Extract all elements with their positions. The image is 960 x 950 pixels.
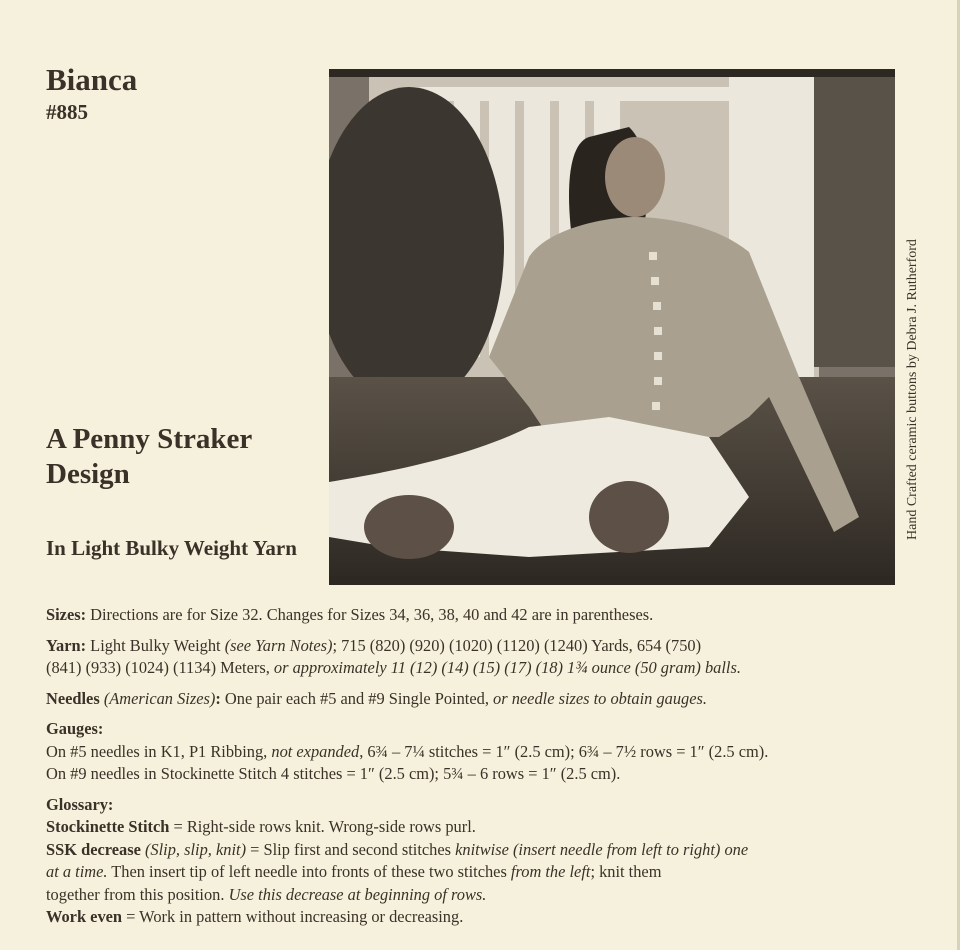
ssk-text-7: together from this position. [46, 884, 229, 904]
gauge-ribbing [46, 741, 946, 764]
needles-sizes-note: (American Sizes) [99, 688, 216, 708]
gauge-ribbing-values: , 6¾ – 7¼ stitches = 1″ (2.5 cm); 6¾ – 7½ rows = 1″ (2.5 cm). [359, 741, 769, 761]
ssk-term: SSK decrease [46, 839, 141, 859]
sizes-paragraph [46, 604, 946, 627]
needles-colon: : [215, 688, 221, 708]
knee-left [364, 495, 454, 559]
stockinette-term: Stockinette Stitch [46, 817, 170, 836]
photo-illustration [329, 77, 895, 576]
ssk-text-6: ; knit them [590, 862, 662, 881]
ssk-text-8: Use this decrease at beginning of rows. [228, 884, 487, 904]
model-photo [329, 69, 895, 585]
yarn-note: (see Yarn Notes) [224, 635, 333, 655]
photo-credit: Hand Crafted ceramic buttons by Debra J. Rutherford [905, 239, 920, 541]
glossary-label: Glossary: [46, 794, 114, 814]
needles-paragraph [46, 688, 946, 711]
ssk-text-3: at a time. [46, 862, 108, 881]
needles-text: One pair each #5 and #9 Single Pointed, [220, 688, 494, 708]
pattern-details [46, 604, 946, 929]
yarn-yardage: ; 715 (820) (920) (1020) (1120) (1240) Yards, 654 (750) [332, 635, 702, 655]
glossary-work-even [46, 906, 946, 929]
yarn-paragraph [46, 635, 946, 680]
sizes-text: Directions are for Size 32. Changes for Sizes 34, 36, 38, 40 and 42 are in parentheses. [86, 605, 654, 624]
needles-label: Needles [46, 688, 100, 708]
glossary-stockinette [46, 816, 946, 839]
glossary-ssk [46, 839, 946, 907]
gauge-ribbing-text: On #5 needles in K1, P1 Ribbing, [46, 741, 272, 761]
ssk-subtitle: (Slip, slip, knit) [140, 839, 247, 859]
ssk-text-2: knitwise (insert needle from left to right) one [455, 839, 749, 859]
ssk-text-1: = Slip first and second stitches [246, 839, 456, 859]
ssk-text-5: from the left [510, 862, 591, 881]
ssk-text-4: Then insert tip of left needle into fronts of these two stitches [107, 862, 511, 881]
work-even-term: Work even [46, 907, 123, 926]
gauges-heading [46, 718, 946, 741]
gauge-stockinette: On #9 needles in Stockinette Stitch 4 stitches = 1″ (2.5 cm); 5¾ – 6 rows = 1″ (2.5 cm). [46, 764, 621, 783]
gauge-not-expanded: not expanded [271, 741, 360, 761]
glossary-heading [46, 794, 946, 817]
yarn-text: Light Bulky Weight [86, 635, 225, 655]
yarn-weight-heading: In Light Bulky Weight Yarn [46, 536, 297, 560]
pattern-number: #885 [46, 100, 88, 124]
face [605, 137, 665, 217]
stone-wall [814, 77, 895, 367]
stockinette-definition: = Right-side rows knit. Wrong-side rows purl. [169, 817, 476, 836]
yarn-balls: or approximately 11 (12) (14) (15) (17) (18) 1¾ ounce (50 gram) balls. [273, 658, 741, 677]
yarn-label: Yarn: [46, 635, 87, 655]
designer-heading: A Penny Straker Design [46, 423, 252, 490]
work-even-definition: = Work in pattern without increasing or decreasing. [122, 907, 464, 926]
knee-right [589, 481, 669, 553]
gauges-label: Gauges: [46, 719, 104, 738]
sizes-label: Sizes: [46, 605, 87, 624]
yarn-meters: (841) (933) (1024) (1134) Meters, [46, 658, 274, 677]
pattern-title: Bianca [46, 62, 138, 97]
needles-gauge-note: or needle sizes to obtain gauges. [493, 688, 707, 708]
